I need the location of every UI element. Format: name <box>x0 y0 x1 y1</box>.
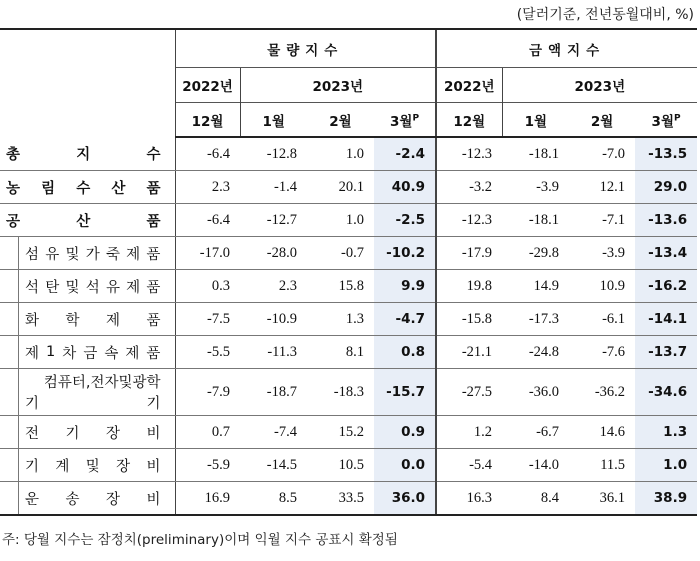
value-cell: 20.1 <box>307 171 374 204</box>
value-cell: 15.8 <box>307 270 374 303</box>
trade-index-table <box>0 28 697 516</box>
value-cell: -12.3 <box>436 204 502 237</box>
value-cell: -5.5 <box>175 336 240 369</box>
value-cell: -7.6 <box>569 336 635 369</box>
value-cell: -12.3 <box>436 137 502 171</box>
value-cell: -11.3 <box>240 336 307 369</box>
row-label: 컴퓨터,전자및광학 기 기 <box>0 369 175 416</box>
value-cell: -15.8 <box>436 303 502 336</box>
value-cell: -28.0 <box>240 237 307 270</box>
value-cell: -7.4 <box>240 416 307 449</box>
month-header-cell: 1월 <box>502 103 569 138</box>
value-cell: 10.9 <box>569 270 635 303</box>
value-cell: 14.9 <box>502 270 569 303</box>
value-year-2022: 2022년 <box>436 68 502 103</box>
value-cell: -17.9 <box>436 237 502 270</box>
value-cell: -14.1 <box>635 303 697 336</box>
value-cell: -24.8 <box>502 336 569 369</box>
value-cell: 16.9 <box>175 482 240 516</box>
value-cell: -7.1 <box>569 204 635 237</box>
value-cell: 36.0 <box>374 482 436 516</box>
month-header-cell: 2월 <box>307 103 374 138</box>
value-cell: -5.9 <box>175 449 240 482</box>
volume-year-2022: 2022년 <box>175 68 240 103</box>
table-row <box>0 204 697 237</box>
volume-index-header: 물량지수 <box>175 29 436 68</box>
preliminary-mark: P <box>673 113 681 123</box>
value-cell: -18.1 <box>502 204 569 237</box>
value-cell: 38.9 <box>635 482 697 516</box>
value-cell: 12.1 <box>569 171 635 204</box>
value-cell: -18.3 <box>307 369 374 416</box>
table-row <box>0 416 697 449</box>
value-cell: 1.3 <box>635 416 697 449</box>
value-cell: 11.5 <box>569 449 635 482</box>
value-cell: -17.0 <box>175 237 240 270</box>
value-cell: -29.8 <box>502 237 569 270</box>
value-cell: -4.7 <box>374 303 436 336</box>
value-cell: -3.9 <box>502 171 569 204</box>
value-cell: 29.0 <box>635 171 697 204</box>
row-label: 제 1 차 금 속 제 품 <box>0 336 175 369</box>
value-cell: -34.6 <box>635 369 697 416</box>
unit-note: (달러기준, 전년동월대비, %) <box>516 7 694 23</box>
table-body <box>0 137 697 515</box>
value-cell: -6.7 <box>502 416 569 449</box>
value-cell: 1.0 <box>307 137 374 171</box>
value-cell: -7.5 <box>175 303 240 336</box>
value-cell: 1.0 <box>307 204 374 237</box>
table-row <box>0 336 697 369</box>
value-cell: -0.7 <box>307 237 374 270</box>
value-cell: -18.1 <box>502 137 569 171</box>
value-cell: -5.4 <box>436 449 502 482</box>
row-label: 총 지 수 <box>0 137 175 171</box>
value-cell: 1.0 <box>635 449 697 482</box>
value-cell: 0.8 <box>374 336 436 369</box>
value-cell: -10.2 <box>374 237 436 270</box>
value-cell: 9.9 <box>374 270 436 303</box>
value-cell: -2.5 <box>374 204 436 237</box>
table-row <box>0 482 697 516</box>
preliminary-mark: P <box>412 113 420 123</box>
table-row <box>0 137 697 171</box>
month-header-cell: 3월$^P$ <box>635 103 697 138</box>
value-cell: -15.7 <box>374 369 436 416</box>
volume-year-2023: 2023년 <box>240 68 436 103</box>
value-cell: 33.5 <box>307 482 374 516</box>
value-cell: 2.3 <box>240 270 307 303</box>
row-label: 섬 유 및 가 죽 제 품 <box>0 237 175 270</box>
table-row <box>0 369 697 416</box>
value-cell: -10.9 <box>240 303 307 336</box>
value-cell: 15.2 <box>307 416 374 449</box>
value-cell: 14.6 <box>569 416 635 449</box>
value-cell: -7.0 <box>569 137 635 171</box>
row-label: 농 림 수 산 품 <box>0 171 175 204</box>
value-cell: 8.5 <box>240 482 307 516</box>
value-cell: 36.1 <box>569 482 635 516</box>
value-cell: -36.2 <box>569 369 635 416</box>
value-index-header: 금액지수 <box>436 29 697 68</box>
value-cell: 8.1 <box>307 336 374 369</box>
value-cell: 8.4 <box>502 482 569 516</box>
value-cell: 0.7 <box>175 416 240 449</box>
table-row <box>0 237 697 270</box>
month-header-cell: 3월$^P$ <box>374 103 436 138</box>
value-cell: 0.3 <box>175 270 240 303</box>
value-cell: -14.5 <box>240 449 307 482</box>
value-cell: -3.9 <box>569 237 635 270</box>
value-cell: -21.1 <box>436 336 502 369</box>
table-row <box>0 303 697 336</box>
value-cell: -13.7 <box>635 336 697 369</box>
value-cell: 19.8 <box>436 270 502 303</box>
value-cell: -6.4 <box>175 137 240 171</box>
row-label: 기 계 및 장 비 <box>0 449 175 482</box>
month-header-cell: 12월 <box>436 103 502 138</box>
value-cell: -13.4 <box>635 237 697 270</box>
value-cell: 1.3 <box>307 303 374 336</box>
value-cell: -1.4 <box>240 171 307 204</box>
month-header-cell: 1월 <box>240 103 307 138</box>
table-row <box>0 171 697 204</box>
table-row <box>0 270 697 303</box>
row-label: 공 산 품 <box>0 204 175 237</box>
value-cell: 0.9 <box>374 416 436 449</box>
value-cell: -2.4 <box>374 137 436 171</box>
row-label: 화 학 제 품 <box>0 303 175 336</box>
value-cell: -6.1 <box>569 303 635 336</box>
table-row <box>0 449 697 482</box>
value-cell: -12.7 <box>240 204 307 237</box>
value-cell: -6.4 <box>175 204 240 237</box>
month-header-cell: 2월 <box>569 103 635 138</box>
value-cell: -12.8 <box>240 137 307 171</box>
value-cell: 2.3 <box>175 171 240 204</box>
value-cell: -13.6 <box>635 204 697 237</box>
value-cell: 1.2 <box>436 416 502 449</box>
value-year-2023: 2023년 <box>502 68 697 103</box>
value-cell: -7.9 <box>175 369 240 416</box>
label-header-blank <box>0 29 175 137</box>
value-cell: -3.2 <box>436 171 502 204</box>
row-label: 전 기 장 비 <box>0 416 175 449</box>
row-label: 운 송 장 비 <box>0 482 175 516</box>
month-header-cell: 12월 <box>175 103 240 138</box>
value-cell: 0.0 <box>374 449 436 482</box>
value-cell: -14.0 <box>502 449 569 482</box>
value-cell: -18.7 <box>240 369 307 416</box>
value-cell: -13.5 <box>635 137 697 171</box>
value-cell: -17.3 <box>502 303 569 336</box>
value-cell: -16.2 <box>635 270 697 303</box>
value-cell: 16.3 <box>436 482 502 516</box>
row-label: 석 탄 및 석 유 제 품 <box>0 270 175 303</box>
value-cell: 10.5 <box>307 449 374 482</box>
value-cell: 40.9 <box>374 171 436 204</box>
value-cell: -27.5 <box>436 369 502 416</box>
footnote: 주: 당월 지수는 잠정치(preliminary)이며 익월 지수 공표시 확정됨 <box>2 532 398 548</box>
value-cell: -36.0 <box>502 369 569 416</box>
